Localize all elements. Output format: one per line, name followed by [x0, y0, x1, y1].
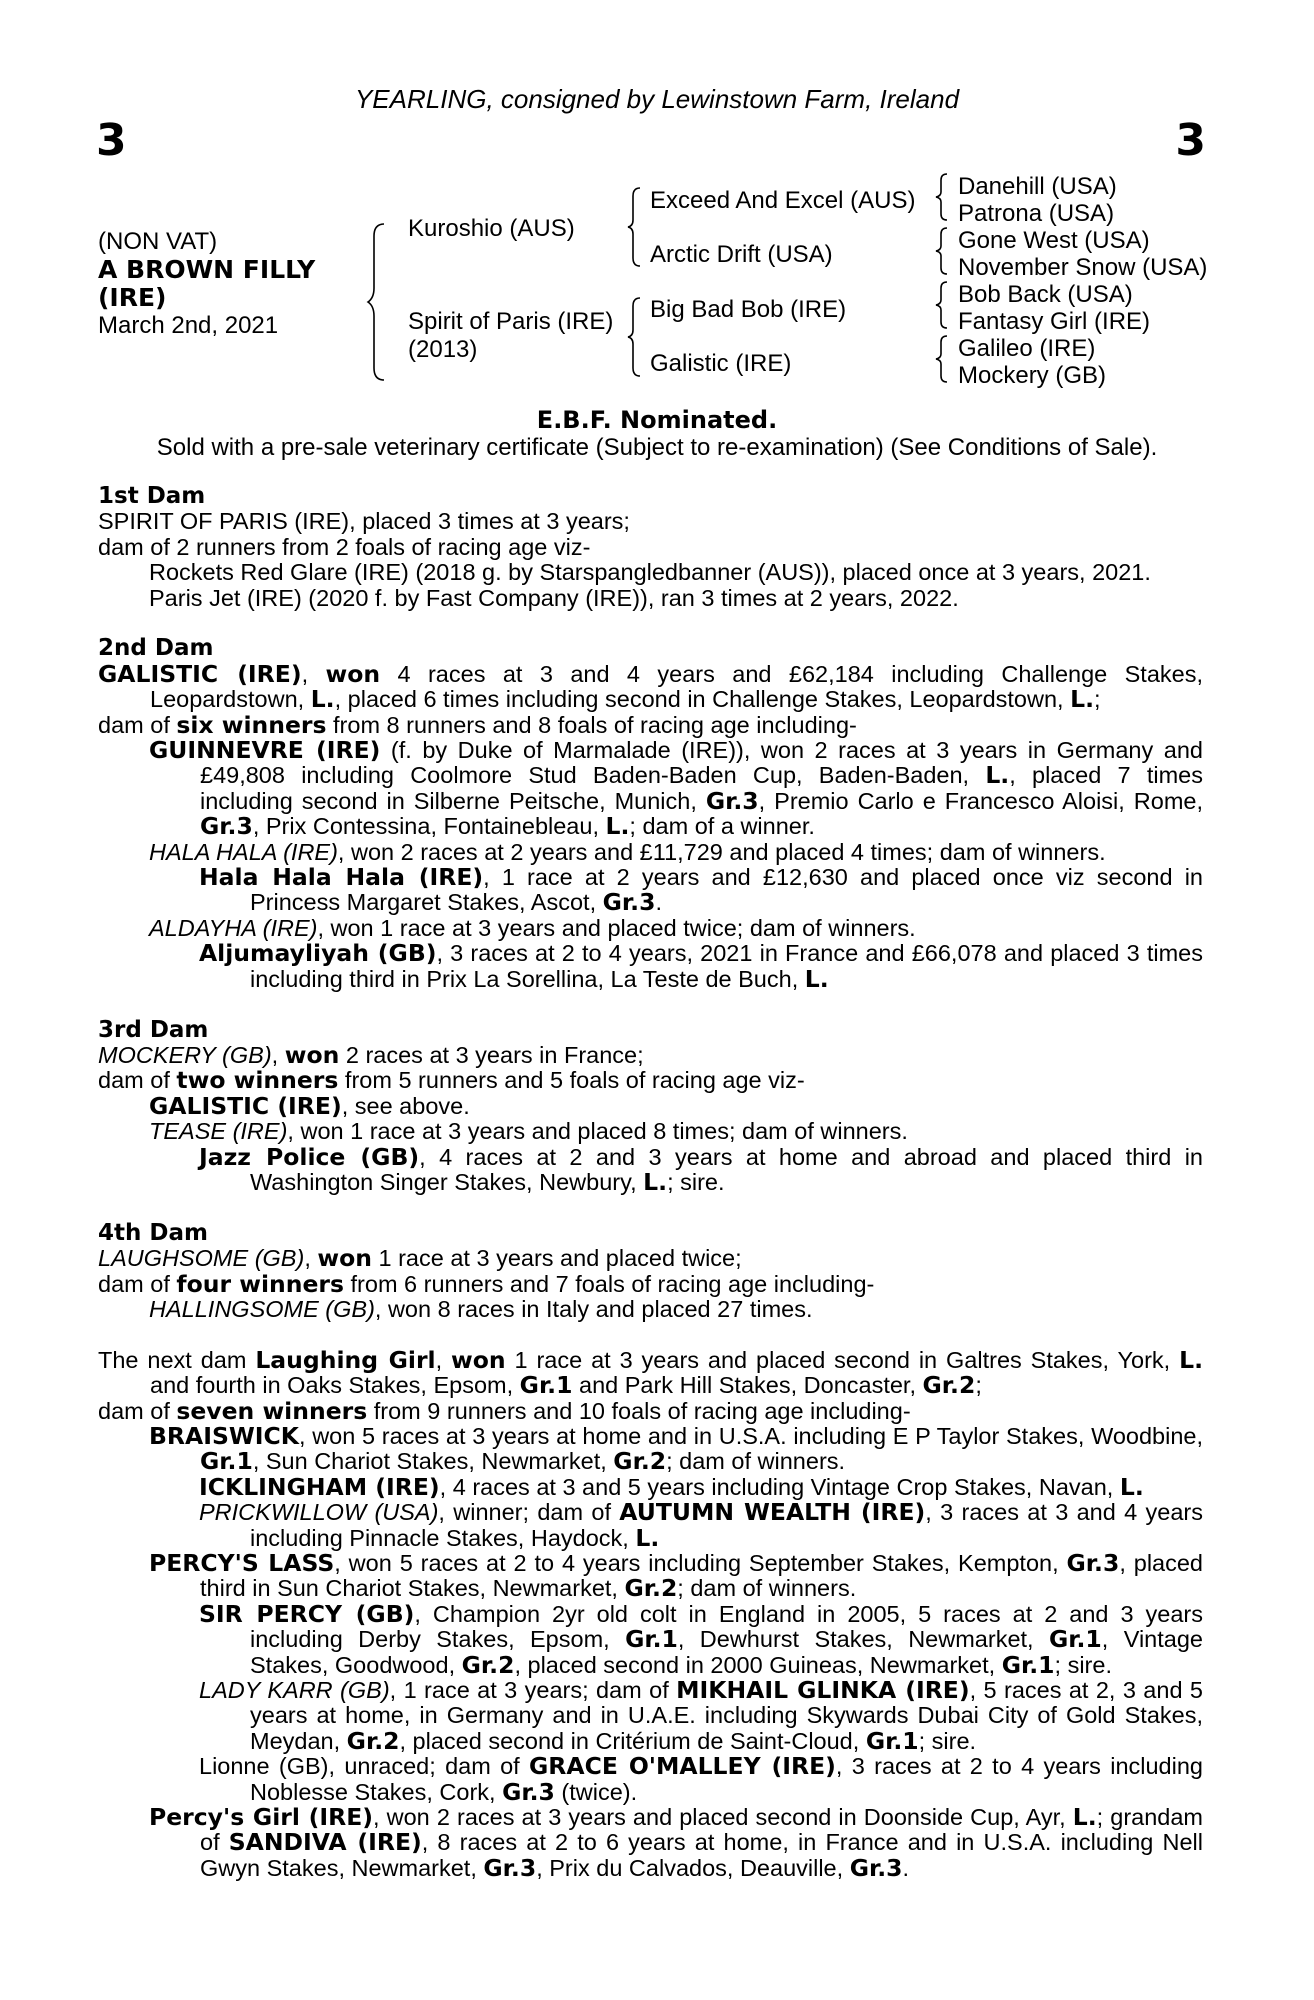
produce-entry [98, 941, 1203, 992]
text-run: Gr.1 [865, 1726, 919, 1755]
text-run: L. [635, 1523, 660, 1552]
pedigree-bracket-g2 [936, 226, 950, 276]
text-run: . [902, 1854, 910, 1881]
horse-description [98, 228, 315, 340]
produce-entry [98, 1599, 1204, 1679]
produce-entry [98, 916, 1203, 941]
text-run: Percy's Girl (IRE) [149, 1803, 374, 1832]
lot-number: 3 [1175, 115, 1206, 166]
text-run: Gr.3 [502, 1777, 555, 1806]
text-run: GRACE O'MALLEY (IRE) [529, 1752, 836, 1781]
text-run: PRICKWILLOW (USA) [199, 1499, 439, 1526]
pedigree-g7: Galileo (IRE) [958, 335, 1096, 362]
text-run: TEASE (IRE) [149, 1118, 288, 1145]
text-run: 2 races at 3 years in France; [339, 1041, 644, 1068]
produce-entry [98, 840, 1203, 865]
text-run: , placed second in 2000 Guineas, Newmarket, [514, 1651, 1002, 1678]
text-run: six winners [176, 710, 327, 739]
text-run: L. [643, 1167, 668, 1196]
lot-number: 3 [96, 115, 127, 166]
text-run: won [284, 1040, 340, 1069]
text-run: ; sire. [667, 1168, 725, 1195]
text-run: L. [1072, 1803, 1097, 1832]
text-run: , won 8 races in Italy and placed 27 times. [374, 1295, 813, 1322]
fourth-dam-produce-summary [98, 1269, 1203, 1298]
text-run: won [451, 1345, 506, 1374]
text-run: , won 1 race at 3 years and placed 8 times; dam of winners. [287, 1118, 908, 1145]
text-run: (twice). [554, 1778, 638, 1805]
text-run: , [271, 1041, 285, 1068]
text-run: GUINNEVRE (IRE) [149, 736, 381, 765]
first-dam-line: SPIRIT OF PARIS (IRE), placed 3 times at 3 years; [98, 508, 630, 535]
produce-entry [98, 738, 1203, 840]
produce-entry [98, 1551, 1203, 1602]
text-run: Gr.2 [346, 1726, 400, 1755]
pedigree-g2: Patrona (USA) [958, 200, 1115, 227]
pedigree-bracket-g1 [936, 172, 950, 222]
text-run: Gr.2 [624, 1574, 678, 1603]
text-run: , 4 races at 2 and 3 years at home and abroad and placed third in Washington Singer Stakes, Newbury, [250, 1143, 1203, 1195]
text-run: The next dam [98, 1346, 256, 1373]
text-run: L. [804, 964, 829, 993]
text-run: won [317, 1244, 372, 1273]
text-run: Gr.3 [200, 812, 253, 841]
text-run: Hala Hala Hala (IRE) [199, 863, 484, 892]
vet-certificate-note: Sold with a pre-sale veterinary certificate (Subject to re-examination) (See Conditions of Sale). [156, 434, 1158, 461]
text-run: , Sun Chariot Stakes, Newmarket, [252, 1448, 614, 1475]
pedigree-bracket-g3 [936, 280, 950, 330]
text-run: and fourth in Oaks Stakes, Epsom, [150, 1372, 520, 1399]
text-run: , placed second in Critérium de Saint-Cloud, [399, 1727, 866, 1754]
foaling-date: March 2nd, 2021 [98, 312, 279, 339]
second-dam-record [98, 659, 1203, 714]
text-run: dam of [98, 1270, 177, 1297]
text-run: , [301, 660, 326, 687]
text-run: Gr.3 [1066, 1549, 1120, 1577]
pedigree-sire: Kuroshio (AUS) [408, 215, 575, 242]
text-run: Gr.1 [200, 1447, 253, 1476]
text-run: , 3 races at 3 and 4 years including Pinnacle Stakes, Haydock, [250, 1499, 1203, 1551]
text-run: and Park Hill Stakes, Doncaster, [572, 1372, 923, 1399]
text-run: Gr.2 [613, 1447, 667, 1476]
produce-entry [98, 1754, 1203, 1805]
produce-entry [98, 1805, 1203, 1881]
text-run: Gr.3 [849, 1853, 903, 1882]
produce-entry [98, 1500, 1203, 1551]
produce-entry [98, 1091, 1203, 1120]
produce-entry [98, 1472, 1203, 1501]
pedigree-dam-sire: Big Bad Bob (IRE) [650, 296, 847, 323]
produce-line: Rockets Red Glare (IRE) (2018 g. by Starspangledbanner (AUS)), placed once at 3 years, 2021. [149, 559, 1151, 586]
next-dam-record [98, 1345, 1203, 1400]
text-run: ; [975, 1372, 982, 1399]
produce-entry [98, 1678, 1203, 1754]
text-run: ; sire. [1054, 1651, 1112, 1678]
text-run: . [655, 889, 662, 916]
text-run: Gr.3 [705, 786, 759, 815]
text-run: , won 1 race at 3 years and placed twice; dam of winners. [317, 914, 916, 941]
text-run: LADY KARR (GB) [199, 1677, 390, 1704]
text-run: GALISTIC (IRE) [149, 1091, 342, 1120]
text-run: 4 races at 3 and 4 years and £62,184 including Challenge Stakes, Leopardstown, [150, 660, 1203, 713]
text-run: Gr.3 [602, 888, 656, 917]
pedigree-sire-dam: Arctic Drift (USA) [650, 241, 833, 268]
text-run: , [304, 1245, 318, 1272]
third-dam-produce-summary [98, 1068, 1203, 1093]
text-run: ; dam of winners. [666, 1448, 846, 1475]
text-run: Gr.1 [519, 1371, 573, 1400]
pedigree-g3: Gone West (USA) [958, 227, 1150, 254]
text-run: SANDIVA (IRE) [228, 1828, 422, 1857]
text-run: Gr.2 [922, 1371, 976, 1400]
text-run: AUTUMN WEALTH (IRE) [619, 1498, 926, 1527]
pedigree-bracket-main [368, 222, 388, 382]
text-run: , Prix du Calvados, Deauville, [536, 1854, 850, 1881]
catalogue-body [98, 484, 1203, 1881]
produce-entry [98, 1119, 1203, 1144]
text-run: , 5 races at 2, 3 and 5 years at home, in Germany and in U.A.E. including Skywards Dubai City of Gold Stakes, Meydan, [250, 1677, 1203, 1754]
text-run: ; dam of a winner. [629, 813, 815, 840]
horse-name: A BROWN FILLY [98, 255, 316, 284]
produce-entry [98, 1297, 1203, 1322]
pedigree-g1: Danehill (USA) [958, 173, 1117, 200]
pedigree-bracket-g4 [936, 334, 950, 384]
text-run: , won 2 races at 3 years and placed second in Doonside Cup, Ayr, [373, 1804, 1073, 1831]
text-run: ICKLINGHAM (IRE) [199, 1472, 440, 1501]
text-run: dam of [98, 711, 177, 738]
second-dam-produce-summary [98, 710, 1203, 739]
produce-entry [98, 1421, 1203, 1476]
text-run: ALDAYHA (IRE) [149, 914, 318, 941]
produce-line: Paris Jet (IRE) (2020 f. by Fast Company (IRE)), ran 3 times at 2 years, 2022. [149, 584, 959, 611]
text-run: , won 5 races at 3 years at home and in U.S.A. including E P Taylor Stakes, Woodbine, [299, 1422, 1203, 1449]
text-run: , Prix Contessina, Fontainebleau, [252, 813, 606, 840]
text-run: , placed 7 times including second in Silberne Peitsche, Munich, [200, 762, 1203, 814]
text-run: dam of [98, 1067, 177, 1094]
pedigree-g5: Bob Back (USA) [958, 281, 1133, 308]
text-run: Gr.2 [461, 1650, 515, 1679]
first-dam-line: dam of 2 runners from 2 foals of racing age viz- [98, 533, 591, 560]
text-run: PERCY'S LASS [149, 1549, 335, 1577]
text-run: LAUGHSOME (GB) [98, 1245, 305, 1272]
pedigree-bracket-sire [628, 186, 644, 268]
text-run: four winners [176, 1269, 344, 1298]
text-run: BRAISWICK [149, 1421, 299, 1450]
text-run: , won 5 races at 2 to 4 years including September Stakes, Kempton, [334, 1550, 1067, 1576]
text-run: 1 race at 3 years and placed second in Galtres Stakes, York, [505, 1346, 1180, 1373]
text-run: ; [1094, 686, 1101, 713]
fourth-dam-heading: 4th Dam [98, 1219, 208, 1246]
text-run: L. [310, 685, 335, 714]
text-run: , 8 races at 2 to 6 years at home, in France and in U.S.A. including Nell Gwyn Stakes, Newmarket, [200, 1829, 1203, 1881]
text-run: , Dewhurst Stakes, Newmarket, [677, 1626, 1049, 1653]
text-run: from 8 runners and 8 foals of racing age including- [326, 711, 857, 738]
text-run: Gr.3 [483, 1853, 537, 1882]
first-dam-heading: 1st Dam [98, 483, 206, 509]
pedigree-bracket-dam [628, 296, 644, 378]
text-run: , 1 race at 2 years and £12,630 and placed once viz second in Princess Margaret Stakes, Ascot, [250, 864, 1203, 916]
pedigree-g6: Fantasy Girl (IRE) [958, 308, 1151, 335]
pedigree-dam-dam: Galistic (IRE) [650, 350, 792, 377]
pedigree-g4: November Snow (USA) [958, 254, 1208, 281]
pedigree-dam-year: (2013) [408, 336, 478, 363]
text-run: from 6 runners and 7 foals of racing age including- [344, 1270, 875, 1297]
second-dam-heading: 2nd Dam [98, 635, 214, 662]
text-run: from 5 runners and 5 foals of racing age viz- [338, 1067, 805, 1094]
text-run: MIKHAIL GLINKA (IRE) [676, 1676, 970, 1705]
text-run: , placed third in Sun Chariot Stakes, Newmarket, [200, 1550, 1203, 1602]
pedigree-dam: Spirit of Paris (IRE) [408, 308, 614, 335]
vat-status: (NON VAT) [98, 228, 218, 255]
text-run: Gr.1 [625, 1625, 678, 1654]
text-run: HALA HALA (IRE) [149, 838, 338, 865]
text-run: , see above. [341, 1092, 470, 1119]
text-run: Gr.1 [1001, 1650, 1055, 1679]
text-run: , Champion 2yr old colt in England in 2005, 5 races at 2 and 3 years including Derby Stakes, Epsom, [250, 1600, 1204, 1653]
next-dam-produce-summary [98, 1396, 1203, 1425]
text-run: Jazz Police (GB) [199, 1142, 420, 1171]
third-dam-heading: 3rd Dam [98, 1016, 209, 1043]
text-run: , [435, 1346, 452, 1373]
text-run: L. [605, 812, 630, 841]
ebf-nominated: E.B.F. Nominated. [536, 406, 778, 434]
text-run: SIR PERCY (GB) [199, 1599, 415, 1628]
text-run: , winner; dam of [438, 1499, 620, 1526]
text-run: Aljumayliyah (GB) [199, 939, 437, 968]
text-run: L. [1070, 685, 1094, 714]
consignment-line: YEARLING, consigned by Lewinstown Farm, Ireland [354, 84, 960, 114]
fourth-dam-record [98, 1246, 1203, 1271]
text-run: HALLINGSOME (GB) [149, 1295, 375, 1322]
text-run: , won 2 races at 2 years and £11,729 and placed 4 times; dam of winners. [337, 838, 1106, 865]
text-run: Laughing Girl [255, 1345, 436, 1374]
pedigree-sire-sire: Exceed And Excel (AUS) [650, 187, 916, 214]
pedigree-g8: Mockery (GB) [958, 362, 1107, 389]
text-run: L. [985, 761, 1010, 790]
produce-entry [98, 1142, 1203, 1196]
text-run: ; dam of winners. [677, 1575, 857, 1602]
text-run: MOCKERY (GB) [98, 1041, 272, 1068]
text-run: GALISTIC (IRE) [98, 659, 302, 688]
text-run: Gr.1 [1048, 1625, 1102, 1654]
text-run: L. [1119, 1472, 1144, 1501]
text-run: 1 race at 3 years and placed twice; [371, 1245, 742, 1272]
text-run: Lionne (GB), unraced; dam of [199, 1753, 529, 1780]
text-run: , 3 races at 2 to 4 years including Noblesse Stakes, Cork, [250, 1753, 1203, 1805]
text-run: , 3 races at 2 to 4 years, 2021 in France and £66,078 and placed 3 times including third in Prix La Sorellina, La Teste de Buch, [250, 940, 1203, 992]
text-run: won [325, 659, 381, 688]
text-run: two winners [176, 1066, 339, 1095]
text-run: , Vintage Stakes, Goodwood, [250, 1626, 1203, 1678]
text-run: (f. by Duke of Marmalade (IRE)), won 2 races at 3 years in Germany and £49,808 including Coolmore Stud Baden-Baden Cup, Baden-Baden, [200, 737, 1203, 789]
text-run: ; sire. [918, 1727, 977, 1754]
text-run: L. [1179, 1345, 1203, 1374]
third-dam-record [98, 1040, 1203, 1069]
text-run: , placed 6 times including second in Challenge Stakes, Leopardstown, [334, 686, 1071, 713]
produce-entry [98, 865, 1203, 916]
text-run: , 1 race at 3 years; dam of [389, 1677, 677, 1704]
text-run: dam of [98, 1397, 177, 1424]
text-run: from 9 runners and 10 foals of racing age including- [367, 1397, 911, 1424]
text-run: ; grandam of [200, 1804, 1204, 1856]
text-run: , Premio Carlo e Francesco Aloisi, Rome, [758, 787, 1203, 814]
text-run: , 4 races at 3 and 5 years including Vintage Crop Stakes, Navan, [439, 1473, 1120, 1500]
horse-origin: (IRE) [98, 283, 167, 312]
text-run: seven winners [176, 1396, 368, 1425]
